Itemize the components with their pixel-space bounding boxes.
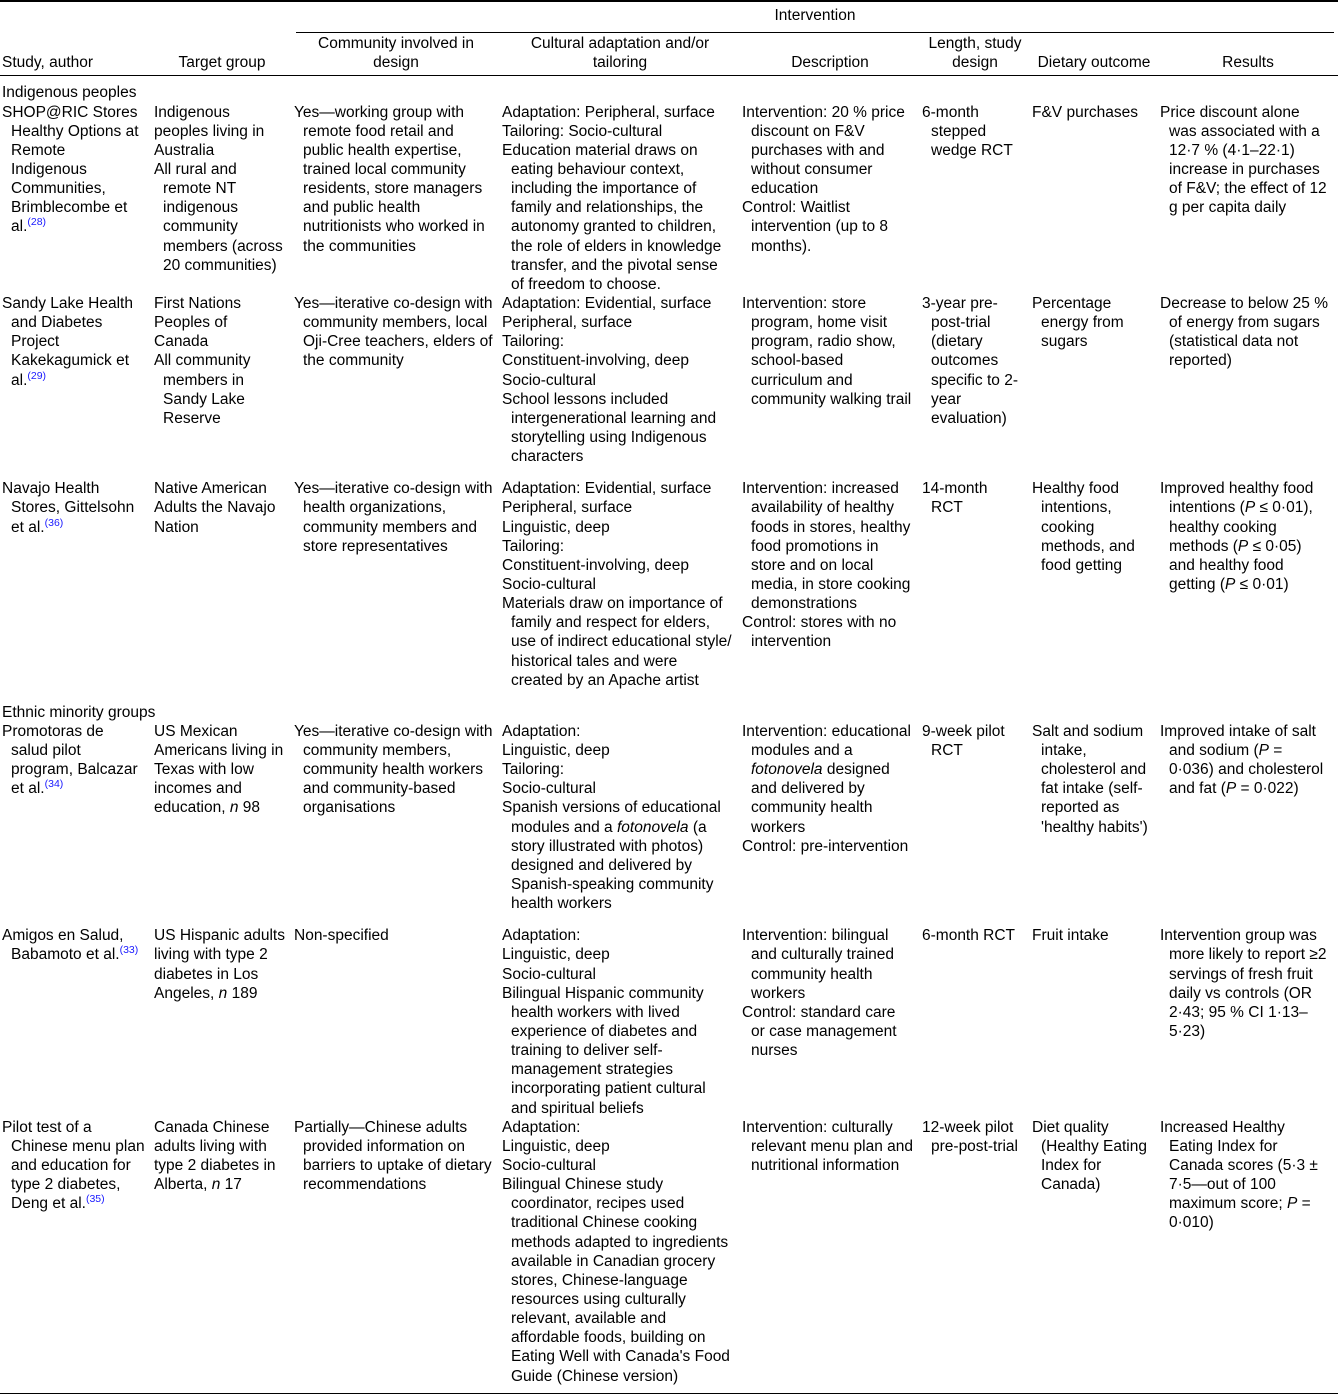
target-group-line: Indigenous peoples living in Australia xyxy=(154,103,265,159)
length-design-text: 14-month RCT xyxy=(922,480,988,517)
cell-results xyxy=(1158,926,1338,1117)
spacer xyxy=(0,1386,1338,1393)
cell-dietary-outcome xyxy=(1030,1118,1158,1386)
cell-target-group xyxy=(152,1118,292,1386)
cell-dietary-outcome xyxy=(1030,294,1158,466)
community-text: Yes—working group with remote food retail and public health expertise, trained local community residents, store managers and public health nutritionists who worked in the communities xyxy=(294,103,485,255)
reference-marker: (34) xyxy=(44,778,64,791)
target-group-line: Native American Adults the Navajo Nation xyxy=(154,480,276,536)
adaptation-line: Constituent-involving, deep xyxy=(502,556,689,574)
col-header-length-study-design: Length, study design xyxy=(928,35,1022,72)
cell-cultural-adaptation xyxy=(500,294,740,466)
spacer xyxy=(0,690,1338,703)
cell-study-author xyxy=(0,1118,152,1386)
cell-description xyxy=(740,722,920,913)
col-header-description: Description xyxy=(791,54,869,72)
adaptation-line: Peripheral, surface xyxy=(502,499,633,517)
reference-marker: (35) xyxy=(85,1193,105,1206)
adaptation-line: Linguistic, deep xyxy=(502,946,610,964)
length-design-text: 9-week pilot RCT xyxy=(922,722,1005,760)
cell-dietary-outcome xyxy=(1030,926,1158,1117)
group-heading-row-indigenous xyxy=(0,83,1338,102)
adaptation-line: Adaptation: xyxy=(502,1118,581,1136)
cell-study-author xyxy=(0,479,152,690)
cell-length-study-design xyxy=(920,722,1030,913)
table-row xyxy=(0,294,1338,466)
spacer xyxy=(0,913,1338,926)
dietary-outcome-text: F&V purchases xyxy=(1032,103,1138,121)
study-author-text xyxy=(2,479,145,536)
adaptation-line: Tailoring: xyxy=(502,537,565,555)
cell-dietary-outcome xyxy=(1030,479,1158,690)
cell-community-involved xyxy=(292,294,500,466)
cell-dietary-outcome xyxy=(1030,722,1158,913)
adaptation-line: Adaptation: xyxy=(502,722,581,740)
description-line: Intervention: culturally relevant menu plan and nutritional information xyxy=(742,1118,914,1175)
cell-results xyxy=(1158,294,1338,466)
target-group-line: US Mexican Americans living in Texas with low incomes and education, n 98 xyxy=(154,722,284,817)
community-text: Yes—iterative co-design with health organizations, community members and store representatives xyxy=(294,480,493,555)
length-design-text: 6-month RCT xyxy=(922,927,1016,945)
cell-community-involved xyxy=(292,479,500,690)
adaptation-line: Tailoring: Socio-cultural xyxy=(502,122,663,140)
table-row xyxy=(0,1118,1338,1386)
spanning-header-row xyxy=(0,2,1338,34)
adaptation-line: Socio-cultural xyxy=(502,780,596,798)
adaptation-line: Socio-cultural xyxy=(502,965,596,983)
study-name: SHOP@RIC Stores Healthy Options at Remote Indigenous Communities, Brimblecombe et al. xyxy=(2,103,139,236)
description-line: Intervention: increased availability of healthy foods in stores, healthy food promotions in store and on local media, in store cooking demonstrations xyxy=(742,480,911,613)
col-header-study-author: Study, author xyxy=(2,54,94,72)
adaptation-line: Adaptation: Evidential, surface xyxy=(502,480,712,498)
adaptation-line: Linguistic, deep xyxy=(502,1137,610,1155)
column-header-row xyxy=(0,34,1338,75)
adaptation-line: Adaptation: Peripheral, surface xyxy=(502,103,715,121)
cell-cultural-adaptation xyxy=(500,103,740,294)
cell-community-involved xyxy=(292,722,500,913)
length-design-text: 3-year pre-post-trial (dietary outcomes specific to 2-year evaluation) xyxy=(922,294,1019,427)
cell-results xyxy=(1158,103,1338,294)
dietary-outcome-text: Diet quality (Healthy Eating Index for Canada) xyxy=(1032,1118,1147,1194)
cell-cultural-adaptation xyxy=(500,722,740,913)
target-group-line: US Hispanic adults living with type 2 diabetes in Los Angeles, n 189 xyxy=(154,927,285,1002)
cell-target-group xyxy=(152,479,292,690)
table-row xyxy=(0,722,1338,913)
spanning-header-blank xyxy=(0,2,292,34)
results-text: Improved intake of salt and sodium (P = 0·036) and cholesterol and fat (P = 0·022) xyxy=(1160,722,1324,798)
study-name: Promotoras de salud pilot program, Balcazar et al. xyxy=(2,722,138,798)
cell-length-study-design xyxy=(920,103,1030,294)
adaptation-line: Bilingual Chinese study coordinator, recipes used traditional Chinese cooking methods adapted to ingredients available in Canadian grocery stores, Chinese-language resources using culturally relevant, available and affordable foods, building on Eating Well with Canada's Food Guide (Chinese version) xyxy=(502,1176,730,1385)
description-line: Intervention: educational modules and a fotonovela designed and delivered by community health workers xyxy=(742,722,911,836)
cell-study-author xyxy=(0,294,152,466)
adaptation-line: School lessons included intergenerational learning and storytelling using Indigenous characters xyxy=(502,390,717,466)
description-line: Intervention: store program, home visit program, radio show, school-based curriculum and community walking trail xyxy=(742,294,912,408)
table-row xyxy=(0,479,1338,690)
study-author-text xyxy=(2,294,145,390)
cell-target-group xyxy=(152,722,292,913)
cell-description xyxy=(740,1118,920,1386)
length-design-text: 6-month stepped wedge RCT xyxy=(922,103,1013,159)
cell-results xyxy=(1158,722,1338,913)
cell-description xyxy=(740,479,920,690)
group-heading-row-ethnic xyxy=(0,703,1338,722)
target-group-line: All community members in Sandy Lake Reserve xyxy=(154,352,251,427)
study-name: Sandy Lake Health and Diabetes Project Kakekagumick et al. xyxy=(2,294,133,389)
dietary-outcome-text: Fruit intake xyxy=(1032,927,1109,945)
dietary-outcome-text: Percentage energy from sugars xyxy=(1032,294,1124,351)
adaptation-line: Constituent-involving, deep xyxy=(502,352,689,370)
description-line: Control: pre-intervention xyxy=(742,837,909,855)
target-group-line: First Nations Peoples of Canada xyxy=(154,294,241,351)
study-author-text xyxy=(2,1118,145,1214)
adaptation-line: Spanish versions of educational modules and a fotonovela (a story illustrated with photos) designed and delivered by Spanish-speaking community health workers xyxy=(502,799,721,913)
community-text: Partially—Chinese adults provided information on barriers to uptake of dietary recommendations xyxy=(294,1118,492,1194)
cell-community-involved xyxy=(292,103,500,294)
spanning-header-label: Intervention xyxy=(774,7,856,24)
adaptation-line: Materials draw on importance of family and respect for elders, use of indirect educational style/ historical tales and were created by an Apache artist xyxy=(502,595,732,689)
cell-target-group xyxy=(152,103,292,294)
length-design-text: 12-week pilot pre-post-trial xyxy=(922,1118,1018,1155)
dietary-outcome-text: Salt and sodium intake, cholesterol and fat intake (self-reported as 'healthy habits') xyxy=(1032,722,1148,836)
cell-cultural-adaptation xyxy=(500,926,740,1117)
results-text: Intervention group was more likely to report ≥2 servings of fresh fruit daily vs controls (OR 2·43; 95 % CI 1·13–5·23) xyxy=(1160,927,1327,1041)
cell-target-group xyxy=(152,926,292,1117)
adaptation-line: Linguistic, deep xyxy=(502,518,610,536)
spacer xyxy=(0,76,1338,83)
cell-community-involved xyxy=(292,926,500,1117)
adaptation-line: Tailoring: xyxy=(502,761,565,779)
reference-marker: (33) xyxy=(119,944,139,957)
spacer xyxy=(0,466,1338,479)
spanning-header-cell xyxy=(292,2,1338,34)
description-line: Intervention: bilingual and culturally trained community health workers xyxy=(742,927,895,1002)
col-header-target-group: Target group xyxy=(178,54,266,72)
adaptation-line: Adaptation: xyxy=(502,927,581,945)
cell-description xyxy=(740,294,920,466)
cell-length-study-design xyxy=(920,1118,1030,1386)
cell-target-group xyxy=(152,294,292,466)
group-heading-indigenous: Indigenous peoples xyxy=(2,84,137,102)
adaptation-line: Linguistic, deep xyxy=(502,742,610,760)
target-group-line: All rural and remote NT indigenous community members (across 20 communities) xyxy=(154,160,283,274)
reference-marker: (36) xyxy=(44,516,64,529)
description-line: Control: Waitlist intervention (up to 8 months). xyxy=(742,199,889,255)
cell-study-author xyxy=(0,926,152,1117)
description-line: Control: standard care or case management nurses xyxy=(742,1003,897,1060)
study-author-text xyxy=(2,926,145,964)
col-header-cultural-adaptation: Cultural adaptation and/or tailoring xyxy=(530,35,710,72)
reference-marker: (28) xyxy=(27,216,47,229)
cell-cultural-adaptation xyxy=(500,479,740,690)
col-header-results: Results xyxy=(1222,54,1274,72)
study-name: Navajo Health Stores, Gittelsohn et al. xyxy=(2,480,135,536)
results-text: Price discount alone was associated with a 12·7 % (4·1–22·1) increase in purchases of F&V; the effect of 12 g per capita daily xyxy=(1160,103,1327,217)
cell-length-study-design xyxy=(920,926,1030,1117)
community-text: Non-specified xyxy=(294,927,389,945)
description-line: Control: stores with no intervention xyxy=(742,614,897,651)
cell-study-author xyxy=(0,722,152,913)
col-header-dietary-outcome: Dietary outcome xyxy=(1037,54,1151,72)
study-name: Pilot test of a Chinese menu plan and education for type 2 diabetes, Deng et al. xyxy=(2,1118,145,1213)
cell-community-involved xyxy=(292,1118,500,1386)
cell-length-study-design xyxy=(920,294,1030,466)
results-text: Increased Healthy Eating Index for Canada scores (5·3 ± 7·5—out of 100 maximum score; P = 0·010) xyxy=(1160,1118,1318,1232)
results-text: Decrease to below 25 % of energy from sugars (statistical data not reported) xyxy=(1160,294,1329,370)
results-text: Improved healthy food intentions (P ≤ 0·01), healthy cooking methods (P ≤ 0·05) and healthy food getting (P ≤ 0·01) xyxy=(1160,480,1314,593)
cell-results xyxy=(1158,479,1338,690)
study-name: Amigos en Salud, Babamoto et al. xyxy=(2,927,124,964)
description-line: Intervention: 20 % price discount on F&V purchases with and without consumer education xyxy=(742,103,905,198)
reference-marker: (29) xyxy=(27,369,47,382)
study-author-text xyxy=(2,103,145,237)
community-text: Yes—iterative co-design with community members, community health workers and community-based organisations xyxy=(294,722,493,817)
adaptation-line: Socio-cultural xyxy=(502,371,596,389)
target-group-line: Canada Chinese adults living with type 2 diabetes in Alberta, n 17 xyxy=(154,1118,276,1194)
adaptation-line: Tailoring: xyxy=(502,333,565,351)
col-header-community-involved: Community involved in design xyxy=(318,35,474,72)
adaptation-line: Education material draws on eating behaviour context, including the importance of family and relationships, the autonomy granted to children, the role of elders in knowledge transfer, and the pivotal sense of freedom to choose. xyxy=(502,141,722,293)
table-row xyxy=(0,926,1338,1117)
adaptation-line: Socio-cultural xyxy=(502,575,596,593)
adaptation-line: Peripheral, surface xyxy=(502,314,633,332)
adaptation-line: Socio-cultural xyxy=(502,1157,596,1175)
community-text: Yes—iterative co-design with community members, local Oji-Cree teachers, elders of the community xyxy=(294,294,493,370)
cell-study-author xyxy=(0,103,152,294)
cell-results xyxy=(1158,1118,1338,1386)
adaptation-line: Adaptation: Evidential, surface xyxy=(502,294,712,312)
cell-length-study-design xyxy=(920,479,1030,690)
cell-description xyxy=(740,926,920,1117)
group-heading-ethnic: Ethnic minority groups xyxy=(2,703,156,721)
study-author-text xyxy=(2,722,145,799)
cell-dietary-outcome xyxy=(1030,103,1158,294)
dietary-outcome-text: Healthy food intentions, cooking methods, and food getting xyxy=(1032,480,1135,574)
cell-cultural-adaptation xyxy=(500,1118,740,1386)
adaptation-line: Bilingual Hispanic community health workers with lived experience of diabetes and training to deliver self-management strategies incorporating patient cultural and spiritual beliefs xyxy=(502,984,706,1117)
table-row xyxy=(0,103,1338,294)
spanning-header-rule xyxy=(296,29,1334,33)
cell-description xyxy=(740,103,920,294)
